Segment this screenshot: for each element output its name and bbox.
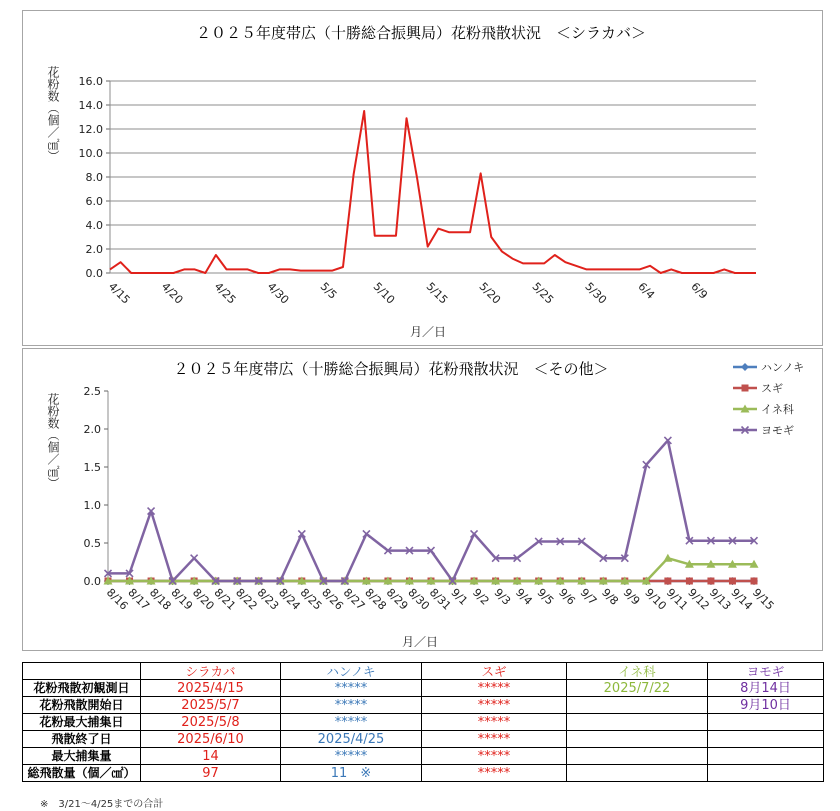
table-cell: 14 [141,748,281,765]
other-x-tick-label: 8/26 [319,585,346,613]
other-x-tick-label: 8/29 [383,585,411,613]
legend-item [733,382,783,395]
birch-x-tick-label: 4/30 [264,279,292,307]
table-cell: 2025/5/8 [141,714,281,731]
table-cell: 2025/4/25 [281,731,422,748]
other-x-tick-label: 9/7 [577,585,600,608]
pollen-summary-table [22,662,824,782]
table-row [23,765,824,782]
table-row [23,714,824,731]
birch-x-tick-label: 4/20 [158,279,186,307]
birch-y-tick-label: 16.0 [78,75,103,88]
table-cell [708,765,824,782]
data-point-marker [751,578,758,585]
other-x-tick-label: 9/12 [685,585,712,613]
table-cell [567,748,708,765]
other-x-tick-label: 8/28 [362,585,389,613]
birch-pollen-line-chart [23,11,822,345]
table-cell: ***** [281,680,422,697]
other-pollen-chart-panel [22,348,823,651]
birch-x-tick-label: 4/15 [105,279,133,307]
table-cell: ***** [281,697,422,714]
birch-y-tick-label: 4.0 [85,219,103,232]
data-point-marker [707,578,714,585]
birch-x-tick-label: 5/20 [476,279,504,307]
series-x [105,437,758,585]
other-x-tick-label: 8/22 [233,585,260,613]
table-cell: 2025/6/10 [141,731,281,748]
birch-y-tick-label: 10.0 [78,147,103,160]
other-x-tick-label: 9/13 [706,585,734,613]
birch-x-ticks [106,280,710,307]
table-cell: ***** [281,748,422,765]
other-chart-title: ２０２５年度帯広（十勝総合振興局）花粉飛散状況 ＜その他＞ [173,360,609,378]
table-cell [567,731,708,748]
data-point-marker [191,555,198,562]
other-x-tick-label: 8/31 [426,585,454,613]
other-x-tick-label: 8/23 [254,585,282,613]
legend-label: イネ科 [761,403,794,416]
birch-chart-title: ２０２５年度帯広（十勝総合振興局）花粉飛散状況 ＜シラカバ＞ [195,24,647,42]
other-y-tick-label: 0.5 [83,537,101,550]
table-cell: 8月14日 [708,680,824,697]
birch-x-tick-label: 4/25 [211,279,239,307]
birch-x-tick-label: 5/10 [370,279,398,307]
header-ine: イネ科 [567,663,708,680]
other-y-tick-label: 2.0 [83,423,101,436]
header-yomogi: ヨモギ [708,663,824,680]
data-point-marker [664,578,671,585]
legend-item [733,402,794,416]
table-cell: ***** [422,731,567,748]
table-row [23,748,824,765]
footnote: ※ 3/21～4/25までの合計 [40,799,164,810]
table-body [23,680,824,782]
other-x-axis-label: 月／日 [401,635,439,649]
row-label: 飛散終了日 [23,731,141,748]
birch-ylabel-text: 花粉数（個／㎠） [46,66,60,162]
table-cell: ***** [422,748,567,765]
other-x-tick-label: 9/14 [728,585,756,613]
table-header-row [23,663,824,680]
table-cell: ***** [422,680,567,697]
birch-x-tick-label: 5/5 [317,279,340,302]
other-x-tick-label: 8/21 [211,585,239,613]
table-cell: 2025/5/7 [141,697,281,714]
birch-x-tick-label: 5/25 [529,279,557,307]
other-x-tick-label: 9/11 [663,585,691,613]
birch-y-tick-label: 12.0 [78,123,103,136]
header-shirakaba: シラカバ [141,663,281,680]
table-cell [567,697,708,714]
data-point-marker [686,578,693,585]
birch-chart-panel [22,10,823,346]
other-x-tick-label: 8/16 [103,585,131,613]
table-cell: ***** [281,714,422,731]
row-label: 花粉最大捕集日 [23,714,141,731]
other-y-tick-label: 0.0 [83,575,101,588]
other-x-tick-label: 9/10 [642,585,669,613]
other-y-ticks [84,385,102,588]
birch-x-axis-label: 月／日 [409,325,447,339]
birch-y-tick-label: 6.0 [85,195,103,208]
data-point-marker [663,554,672,562]
birch-x-tick-label: 6/4 [635,279,658,302]
other-x-tick-label: 8/17 [125,585,153,613]
table-row [23,731,824,748]
table-cell: 2025/4/15 [141,680,281,697]
table-cell [567,714,708,731]
other-x-tick-label: 9/1 [448,585,471,608]
birch-y-tick-label: 2.0 [85,243,103,256]
birch-y-tick-label: 0.0 [85,267,103,280]
row-label: 最大捕集量 [23,748,141,765]
other-y-tick-label: 1.0 [83,499,101,512]
other-x-tick-label: 9/5 [534,585,557,608]
other-ylabel-text: 花粉数（個／㎠） [46,393,60,489]
other-x-tick-label: 8/27 [340,585,368,613]
table-cell [708,714,824,731]
other-x-tick-label: 9/9 [620,585,643,608]
other-x-tick-label: 9/15 [749,585,777,613]
table-corner-cell [23,663,141,680]
other-x-tick-label: 8/30 [405,585,433,613]
legend-swatch-marker [742,385,749,392]
series-line [108,440,754,581]
other-y-axis-label [46,393,60,489]
table-row [23,697,824,714]
other-x-tick-label: 9/6 [556,585,578,608]
other-y-tick-label: 2.5 [83,385,101,398]
table-cell: ***** [422,697,567,714]
data-point-marker [729,578,736,585]
other-x-tick-label: 8/25 [297,585,325,613]
other-y-tick-label: 1.5 [83,461,101,474]
birch-y-axis-label [46,66,60,162]
other-pollen-line-chart [23,349,822,650]
birch-y-tick-label: 8.0 [85,171,103,184]
legend-swatch-marker [741,363,749,371]
other-x-tick-label: 8/20 [190,585,217,613]
legend-label: ヨモギ [761,424,794,437]
other-x-tick-label: 8/18 [146,585,174,613]
birch-y-tick-label: 14.0 [78,99,103,112]
legend-item [733,424,794,437]
table-cell [567,765,708,782]
legend-item [733,361,804,374]
other-x-tick-label: 9/4 [513,585,535,608]
table-cell: 11 ※ [281,765,422,782]
table-cell: ***** [422,714,567,731]
birch-y-ticks [79,75,104,280]
table-cell [708,748,824,765]
header-sugi: スギ [422,663,567,680]
other-axes [104,391,754,585]
table-cell: 9月10日 [708,697,824,714]
legend-label: ハンノキ [761,361,805,374]
other-x-tick-label: 8/24 [276,585,303,613]
table-cell: 2025/7/22 [567,680,708,697]
table-cell: 97 [141,765,281,782]
other-x-ticks [104,586,777,613]
table-row [23,680,824,697]
other-x-tick-label: 9/3 [491,585,514,608]
header-hannoki: ハンノキ [281,663,422,680]
other-x-tick-label: 9/2 [469,585,492,608]
table-cell [708,731,824,748]
row-label: 総飛散量（個／㎠） [23,765,141,782]
row-label: 花粉飛散開始日 [23,697,141,714]
birch-grid [106,81,756,273]
birch-x-tick-label: 6/9 [688,279,711,302]
table-cell: ***** [422,765,567,782]
other-legend [733,361,804,437]
legend-label: スギ [761,382,783,395]
other-x-tick-label: 8/19 [168,585,196,613]
birch-x-tick-label: 5/15 [423,279,451,307]
other-series [104,437,759,585]
other-x-tick-label: 9/8 [599,585,621,608]
birch-x-tick-label: 5/30 [582,279,610,307]
row-label: 花粉飛散初観測日 [23,680,141,697]
